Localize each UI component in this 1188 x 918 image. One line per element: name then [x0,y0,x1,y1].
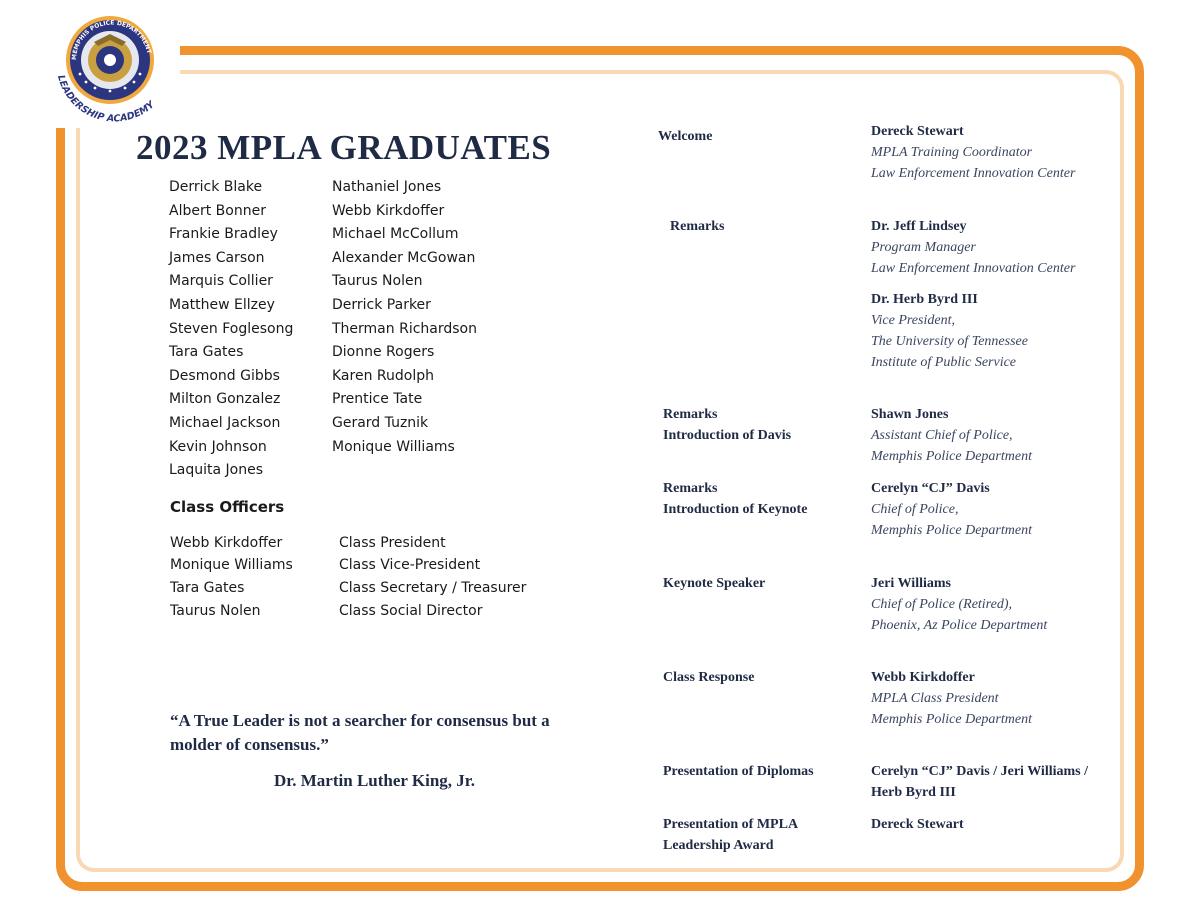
page-title: 2023 MPLA GRADUATES [136,128,552,167]
graduate-name: Dionne Rogers [332,344,435,361]
officer-role: Class Vice-President [339,557,481,573]
graduate-name: Albert Bonner [169,202,266,219]
program-speaker-keynote: Jeri Williams Chief of Police (Retired), Phoenix, Az Police Department [871,576,1048,633]
program-label-award: Presentation of MPLA Leadership Award [663,817,799,853]
program-label-remarks: Remarks [670,219,725,234]
graduate-name: Therman Richardson [332,320,477,337]
program-speaker-diplomas: Cerelyn “CJ” Davis / Jeri Williams / Herb Byrd III [871,764,1088,800]
program-speaker-class-response: Webb Kirkdoffer MPLA Class President Memphis Police Department [871,670,1032,727]
program-label-welcome: Welcome [658,129,713,144]
graduate-name: Frankie Bradley [169,226,278,243]
officer-role: Class Social Director [339,603,483,619]
graduate-name: Laquita Jones [169,462,264,479]
graduate-name: Michael McCollum [332,226,459,243]
program-label-remarks-davis: Remarks Introduction of Davis [663,407,792,443]
academy-logo [50,14,174,124]
leadership-quote: “A True Leader is not a searcher for consensus but a molder of consensus.” [170,711,550,754]
graduate-name: Alexander McGowan [332,249,476,266]
officer-name: Webb Kirkdoffer [170,535,283,551]
officer-role: Class President [339,535,446,551]
graduate-name: Gerard Tuznik [332,414,429,431]
quote-author: Dr. Martin Luther King, Jr. [274,771,476,790]
graduate-name: Steven Foglesong [169,320,294,337]
program-label-diplomas: Presentation of Diplomas [663,764,814,779]
graduate-name: Desmond Gibbs [169,367,280,384]
graduate-name: Nathaniel Jones [332,179,442,195]
program-speaker-remarks-1: Dr. Jeff Lindsey Program Manager Law Enforcement Innovation Center [871,219,1076,276]
graduate-name: Prentice Tate [332,391,423,408]
graduate-name: James Carson [169,249,265,266]
graduate-name: Webb Kirkdoffer [332,202,445,219]
graduate-name: Monique Williams [332,438,455,455]
program-speaker-award: Dereck Stewart [871,817,964,832]
program-speaker-welcome: Dereck Stewart MPLA Training Coordinator Law Enforcement Innovation Center [871,124,1076,181]
graduate-name: Karen Rudolph [332,367,434,384]
program-label-class-response: Class Response [663,670,755,685]
program-speaker-davis-intro: Shawn Jones Assistant Chief of Police, Memphis Police Department [871,407,1032,464]
svg-text:LEADERSHIP ACADEMY: LEADERSHIP ACADEMY [55,73,157,124]
program-speaker-remarks-2: Dr. Herb Byrd III Vice President, The University of Tennessee Institute of Public Service [871,292,1028,370]
officer-name: Tara Gates [170,580,245,596]
graduate-name: Tara Gates [169,344,244,361]
program-label-remarks-keynote: Remarks Introduction of Keynote [663,481,808,517]
svg-text:MEMPHIS POLICE DEPARTMENT: MEMPHIS POLICE DEPARTMENT [70,19,153,61]
graduate-name: Kevin Johnson [169,438,267,455]
graduate-name: Derrick Blake [169,179,263,195]
graduate-name: Matthew Ellzey [169,296,275,313]
program-speaker-keynote-intro: Cerelyn “CJ” Davis Chief of Police, Memphis Police Department [871,481,1032,538]
graduate-name: Derrick Parker [332,296,431,313]
officer-name: Taurus Nolen [170,603,261,619]
officer-name: Monique Williams [170,557,293,573]
graduate-name: Taurus Nolen [332,273,423,290]
police-badge-icon [50,14,174,124]
graduate-name: Marquis Collier [169,273,273,290]
program-label-keynote: Keynote Speaker [663,576,766,591]
graduate-name: Michael Jackson [169,414,281,431]
graduate-name: Milton Gonzalez [169,391,281,408]
officer-role: Class Secretary / Treasurer [339,580,527,596]
class-officers-heading: Class Officers [170,498,285,516]
graduates-column-1 [169,176,293,483]
graduates-column-2 [332,176,477,459]
